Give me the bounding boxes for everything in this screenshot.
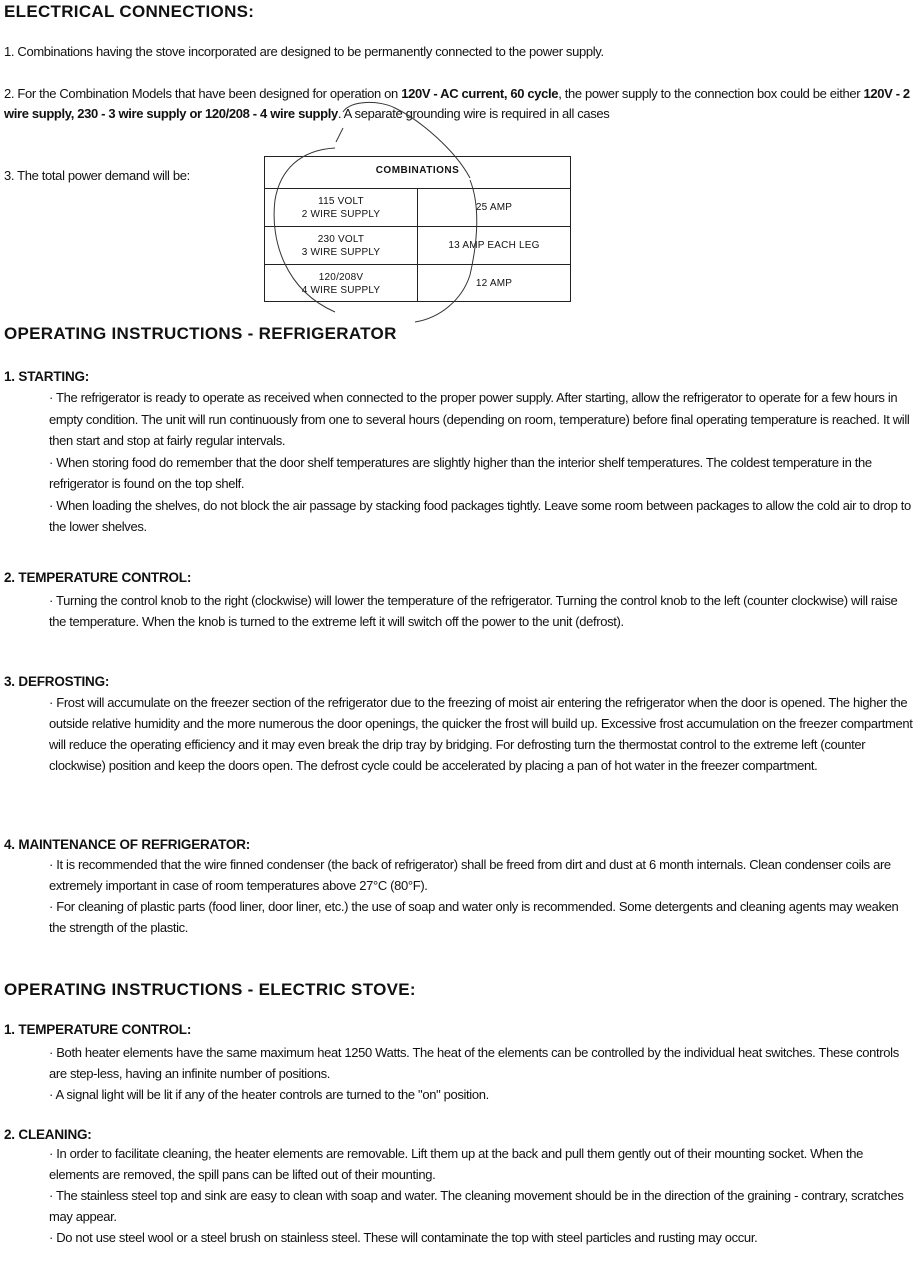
cleaning-title: 2. CLEANING: <box>4 1127 92 1142</box>
electrical-item-3: 3. The total power demand will be: <box>4 168 190 183</box>
supply-wires: 2 WIRE SUPPLY <box>301 209 381 220</box>
item2-text-mid: , the power supply to the connection box could be either <box>558 86 864 101</box>
stove-temperature-text-2: · A signal light will be lit if any of the heater controls are turned to the "on" position. <box>49 1087 489 1102</box>
maintenance-text-1: · It is recommended that the wire finned condenser (the back of refrigerator) shall be freed from dirt and dust at 6 month internals. Clean condenser coils are extremely important in case of room temperatures above 27°C (80°F). <box>49 857 891 893</box>
starting-paragraph <box>49 387 915 538</box>
supply-voltage: 120/208V <box>318 272 364 283</box>
stove-temperature-title: 1. TEMPERATURE CONTROL: <box>4 1022 192 1037</box>
maintenance-title: 4. MAINTENANCE OF REFRIGERATOR: <box>4 837 251 852</box>
supply-voltage: 230 VOLT <box>317 234 365 245</box>
starting-text-1: · The refrigerator is ready to operate as received when connected to the proper power supply. After starting, allow the refrigerator to operate for a few hours in empty condition. The unit will run continuously from one to several hours (depending on room, temperature) before final operating temperature is reached. It will then start and stop at fairly regular intervals. <box>49 390 910 448</box>
maintenance-paragraph <box>49 854 915 938</box>
cleaning-text-3: · Do not use steel wool or a steel brush on stainless steel. These will contaminate the top with steel particles and rusting may occur. <box>49 1230 758 1245</box>
electrical-heading: ELECTRICAL CONNECTIONS: <box>4 2 255 21</box>
item2-text-pre: 2. For the Combination Models that have been designed for operation on <box>4 86 402 101</box>
starting-text-3: · When loading the shelves, do not block the air passage by stacking food packages tightly. Leave some room between packages to allow the cold air to drop to the lower shelves. <box>49 497 911 534</box>
electrical-item-1: 1. Combinations having the stove incorporated are designed to be permanently connected to the power supply. <box>4 44 604 59</box>
cleaning-paragraph <box>49 1143 915 1248</box>
defrosting-text: · Frost will accumulate on the freezer section of the refrigerator due to the freezing of moist air entering the refrigerator when the door is opened. The higher the outside relative humidity and the more numerous the door openings, the quicker the frost will build up. Excessive frost accumulation on the freezer compartment will reduce the operating efficiency and it may even break the drip tray by bridging. For defrosting turn the thermostat control to the extreme left (counter clockwise) position and keep the doors open. The defrost cycle could be accelerated by placing a pan of hot water in the freezer compartment. <box>49 695 913 773</box>
handwritten-annotation <box>0 0 918 340</box>
temperature-control-text: · Turning the control knob to the right (clockwise) will lower the temperature of the refrigerator. Turning the control knob to the left (counter clockwise) will raise the temperature. When the knob is turned to the extreme left it will switch off the power to the unit (defrost). <box>49 593 898 629</box>
starting-text-2: · When storing food do remember that the door shelf temperatures are slightly higher than the interior shelf temperatures. The coldest temperature in the refrigerator is found on the top shelf. <box>49 454 872 491</box>
supply-wires: 3 WIRE SUPPLY <box>301 247 381 258</box>
demand-cell: 12 AMP <box>475 278 513 289</box>
stove-temperature-text-1: · Both heater elements have the same maximum heat 1250 Watts. The heat of the elements can be controlled by the individual heat switches. These controls are step-less, having an infinite number of positions. <box>49 1045 899 1081</box>
refrigerator-heading: OPERATING INSTRUCTIONS - REFRIGERATOR <box>4 324 397 343</box>
maintenance-text-2: · For cleaning of plastic parts (food liner, door liner, etc.) the use of soap and water only is recommended. Some detergents and cleaning agents may weaken the strength of the plastic. <box>49 899 899 935</box>
stove-heading: OPERATING INSTRUCTIONS - ELECTRIC STOVE: <box>4 980 416 999</box>
supply-voltage: 115 VOLT <box>318 196 364 207</box>
table-header: COMBINATIONS <box>375 165 460 176</box>
item2-supply-options: 120V - 2 wire supply, 230 - 3 wire supply or 120/208 - 4 wire supply <box>4 86 910 121</box>
cleaning-text-2: · The stainless steel top and sink are easy to clean with soap and water. The cleaning movement should be in the direction of the graining - contrary, scratches may appear. <box>49 1188 904 1224</box>
demand-cell: 13 AMP EACH LEG <box>448 240 540 251</box>
defrosting-title: 3. DEFROSTING: <box>4 674 110 689</box>
stove-temperature-paragraph <box>49 1042 915 1105</box>
demand-cell: 25 AMP <box>475 202 513 213</box>
item2-current: 120V - AC current, 60 cycle <box>401 86 559 101</box>
item2-text-post: . A separate grounding wire is required in all cases <box>337 106 610 121</box>
cleaning-text-1: · In order to facilitate cleaning, the heater elements are removable. Lift them up at the back and pull them gently out of their mounting socket. When the elements are removed, the spill pans can be lifted out of their mounting. <box>49 1146 863 1182</box>
temperature-control-title: 2. TEMPERATURE CONTROL: <box>4 570 192 585</box>
starting-title: 1. STARTING: <box>4 369 90 384</box>
supply-wires: 4 WIRE SUPPLY <box>301 285 381 296</box>
